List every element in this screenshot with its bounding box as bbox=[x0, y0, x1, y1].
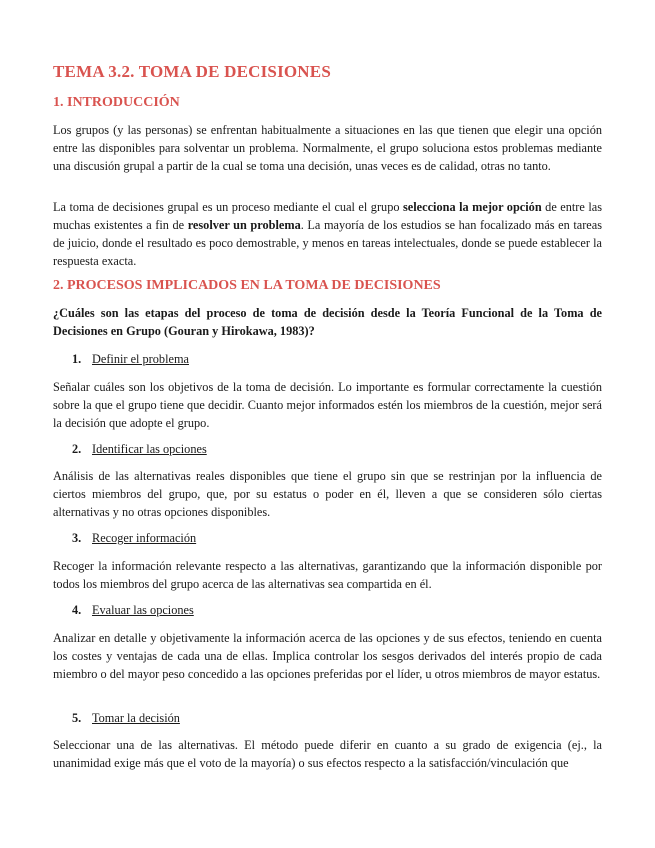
intro-paragraph-1: Los grupos (y las personas) se enfrentan habitualmente a situaciones en las que tienen que elegir una opción entre las disponibles para solventar un problema. Normalmente, el grupo soluciona estos problemas mediante una discusión grupal a partir de la cual se toma una decisión, unas veces es de calidad, otras no tanto. bbox=[53, 123, 602, 173]
intro-p2-text-a: La toma de decisiones grupal es un proceso mediante el cual el grupo bbox=[53, 200, 403, 214]
step-number: 5. bbox=[72, 711, 82, 725]
step-heading-1 bbox=[72, 350, 189, 368]
step-text-3: Recoger la información relevante respecto a las alternativas, garantizando que la información disponible por todos los miembros del grupo acerca de las alternativas sea compartida en él. bbox=[53, 559, 602, 591]
intro-p2-text-c: de entre las muchas existentes a fin de bbox=[53, 200, 602, 232]
question-heading: ¿Cuáles son las etapas del proceso de toma de decisión desde la Teoría Funcional de la Toma de Decisiones en Grupo (Gouran y Hirokawa, 1983)? bbox=[53, 306, 602, 338]
step-heading-4 bbox=[72, 601, 194, 619]
section-heading-procesos: 2. PROCESOS IMPLICADOS EN LA TOMA DE DECISIONES bbox=[53, 278, 441, 293]
step-number: 3. bbox=[72, 531, 82, 545]
step-text-4: Analizar en detalle y objetivamente la información acerca de las opciones y de sus efectos, teniendo en cuenta los costes y ventajas de cada una de ellas. Implica controlar los sesgos derivados del interés propio de cada miembro o del mayor peso concedido a las opciones preferidas por el líder, u otros miembros de mayor estatus. bbox=[53, 631, 602, 681]
step-text-5: Seleccionar una de las alternativas. El método puede diferir en cuanto a su grado de exigencia (ej., la unanimidad exige más que el voto de la mayoría) o sus efectos respecto a la satisfacción/vinculación que bbox=[53, 738, 602, 770]
intro-p2-text-e: . La mayoría de los estudios se han focalizado más en tareas de juicio, donde el resultado es poco demostrable, y menos en tareas intelectuales, donde se puede establecer la respuesta exacta. bbox=[53, 218, 603, 268]
intro-paragraph-2 bbox=[53, 198, 602, 270]
step-number: 1. bbox=[72, 352, 82, 366]
step-label: Recoger información bbox=[92, 531, 197, 545]
step-heading-5 bbox=[72, 709, 180, 727]
step-label: Definir el problema bbox=[92, 352, 189, 366]
step-label: Evaluar las opciones bbox=[92, 603, 194, 617]
step-number: 2. bbox=[72, 442, 82, 456]
page-title: TEMA 3.2. TOMA DE DECISIONES bbox=[53, 62, 331, 81]
step-number: 4. bbox=[72, 603, 82, 617]
intro-p2-bold-2: resolver un problema bbox=[187, 218, 301, 232]
step-text-2: Análisis de las alternativas reales disponibles que tiene el grupo sin que se restrinjan por la influencia de ciertos miembros del grupo, que, por su estatus o poder en él, lleven a que se consideren sólo ciertas alternativas y no otras opciones disponibles. bbox=[53, 469, 602, 519]
step-heading-3 bbox=[72, 529, 196, 547]
step-label: Identificar las opciones bbox=[92, 442, 207, 456]
intro-p2-bold-1: selecciona la mejor opción bbox=[403, 200, 542, 214]
step-label: Tomar la decisión bbox=[92, 711, 180, 725]
section-heading-introduccion: 1. INTRODUCCIÓN bbox=[53, 95, 180, 110]
step-heading-2 bbox=[72, 440, 207, 458]
step-text-1: Señalar cuáles son los objetivos de la toma de decisión. Lo importante es formular correctamente la cuestión sobre la que el grupo tiene que decidir. Cuanto mejor informados estén los miembros de la cuestión, mejor será la decisión que adopte el grupo. bbox=[53, 380, 602, 430]
